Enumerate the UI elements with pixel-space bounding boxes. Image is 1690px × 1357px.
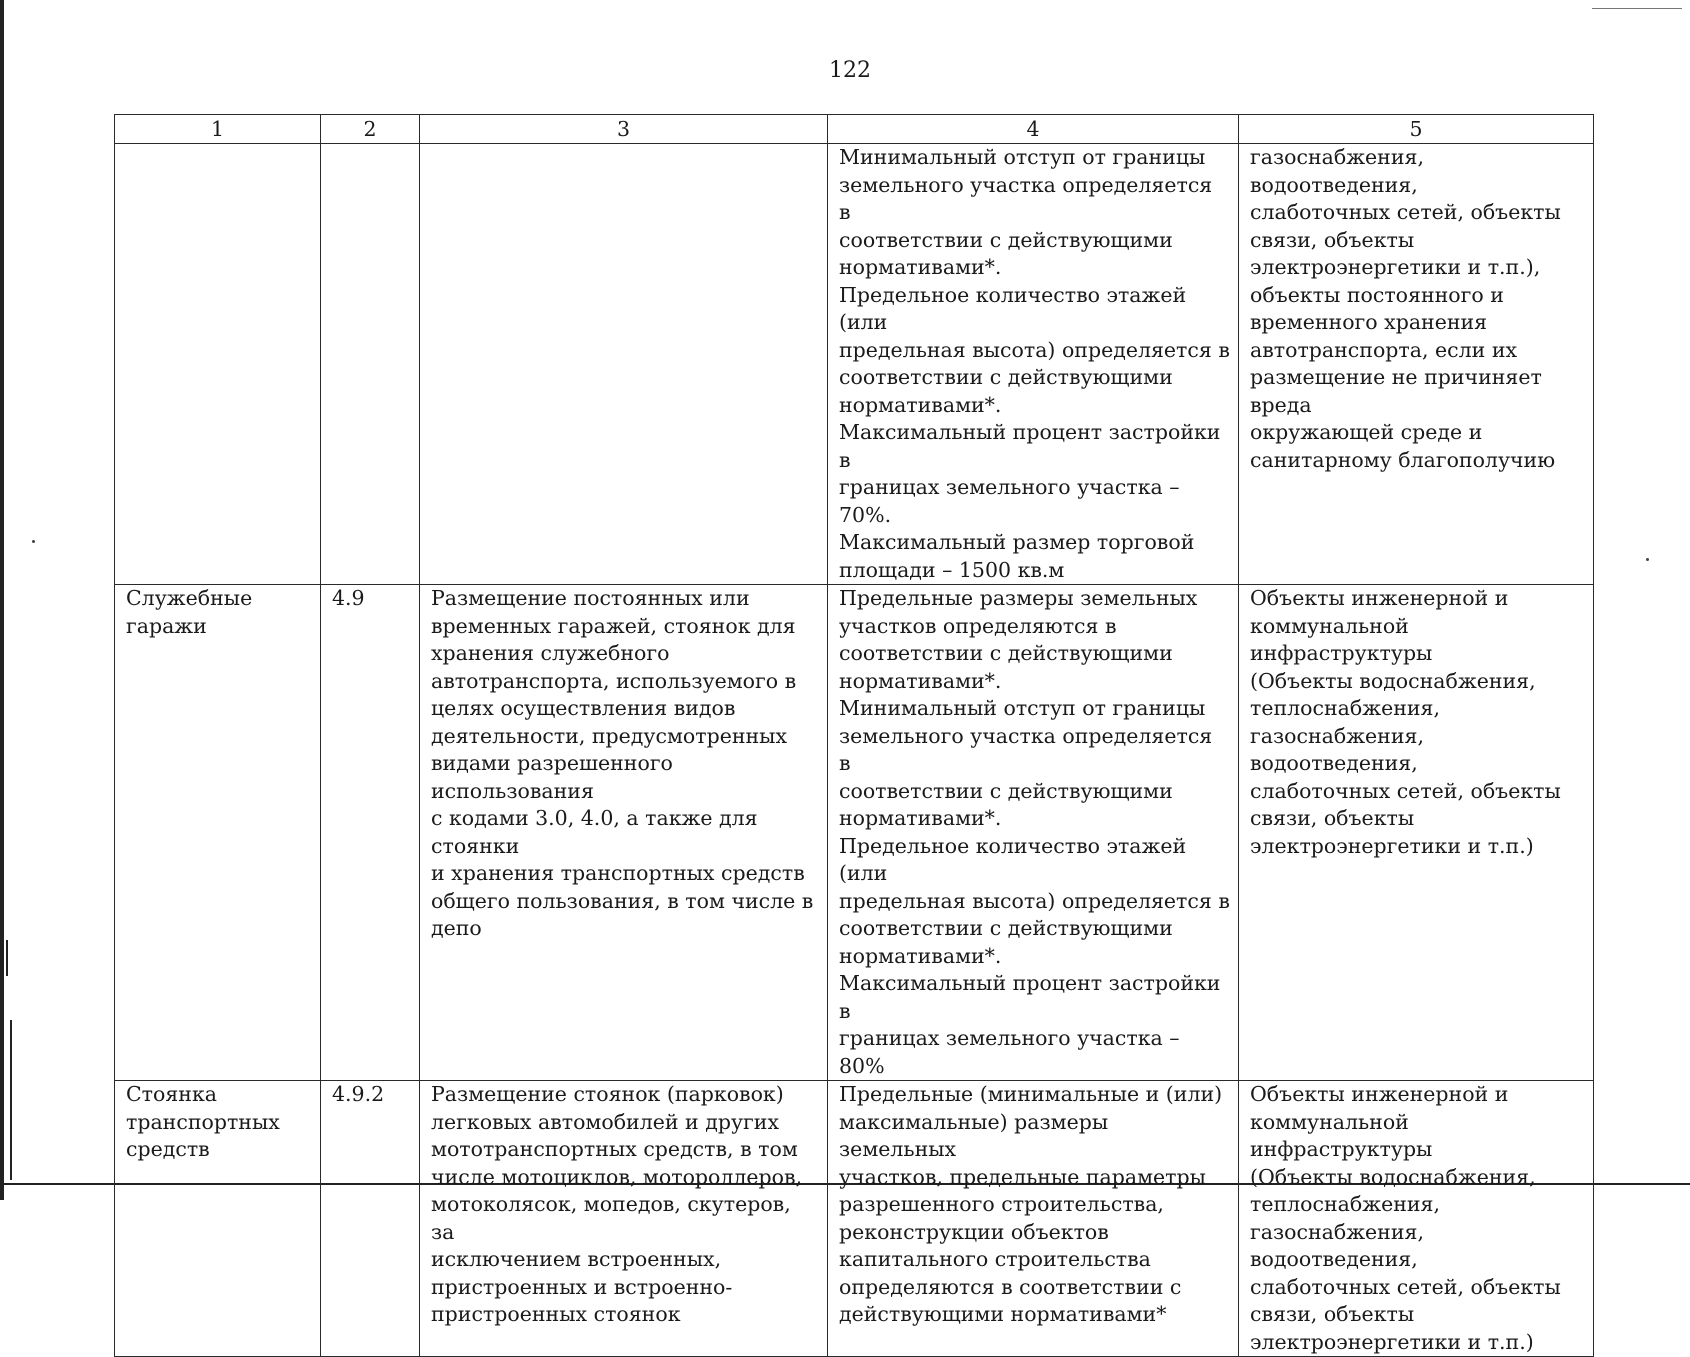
cell-auxiliary-text: Объекты инженерной и коммунальной инфраструктуры (Объекты водоснабжения, теплоснабжения, газоснабжения, водоотведения, слаботочных сетей, объекты связи, объекты электроэнергетики и т.п.) bbox=[1250, 586, 1561, 858]
cell-parameters-text: Предельные (минимальные и (или) максимальные) размеры земельных участков, предельные параметры разрешенного строительства, реконструкции объектов капитального строительства определяются в соответствии с действующими нормативами* bbox=[839, 1082, 1223, 1326]
cell-parameters bbox=[828, 144, 1239, 585]
cell-parameters bbox=[828, 1081, 1239, 1357]
cell-auxiliary bbox=[1239, 144, 1594, 585]
cell-name-text: Стоянка транспортных средств bbox=[126, 1082, 280, 1161]
cell-code bbox=[321, 144, 420, 585]
cell-description bbox=[420, 1081, 828, 1357]
scan-edge-left bbox=[0, 0, 4, 1200]
scan-dot-left bbox=[32, 540, 35, 543]
header-col-4: 4 bbox=[828, 115, 1239, 144]
page-number: 122 bbox=[829, 58, 871, 83]
cell-name bbox=[115, 1081, 321, 1357]
cell-code bbox=[321, 585, 420, 1081]
cell-code-text: 4.9.2 bbox=[332, 1082, 385, 1106]
cell-name bbox=[115, 144, 321, 585]
cell-description bbox=[420, 144, 828, 585]
header-col-1: 1 bbox=[115, 115, 321, 144]
cell-description-text: Размещение постоянных или временных гаражей, стоянок для хранения служебного автотранспорта, используемого в целях осуществления видов деятельности, предусмотренных видами разрешенного использования с кодами 3.0, 4.0, а также для стоянки и хранения транспортных средств общего пользования, в том числе в депо bbox=[431, 586, 814, 940]
scan-mark-left-2 bbox=[10, 1020, 12, 1180]
cell-name-text: Служебные гаражи bbox=[126, 586, 253, 638]
header-col-2: 2 bbox=[321, 115, 420, 144]
cell-auxiliary-text: Объекты инженерной и коммунальной инфраструктуры (Объекты водоснабжения, теплоснабжения, газоснабжения, водоотведения, слаботочных сетей, объекты связи, объекты электроэнергетики и т.п.) bbox=[1250, 1082, 1561, 1354]
cell-code-text: 4.9 bbox=[332, 586, 365, 610]
cell-auxiliary bbox=[1239, 585, 1594, 1081]
header-col-3: 3 bbox=[420, 115, 828, 144]
regulations-table bbox=[114, 114, 1594, 1357]
header-row bbox=[115, 115, 1594, 144]
cell-auxiliary bbox=[1239, 1081, 1594, 1357]
cell-parameters-text: Предельные размеры земельных участков определяются в соответствии с действующими нормативами*. Минимальный отступ от границы земельного участка определяется в соответствии с действующими нормативами*. Предельное количество этажей (или предельная высота) определяется в соответствии с действующими нормативами*. Максимальный процент застройки в границах земельного участка – 80% bbox=[839, 586, 1230, 1078]
scan-edge-top-right bbox=[1592, 8, 1682, 9]
table-row bbox=[115, 144, 1594, 585]
cell-name bbox=[115, 585, 321, 1081]
cell-parameters-text: Минимальный отступ от границы земельного участка определяется в соответствии с действующими нормативами*. Предельное количество этажей (или предельная высота) определяется в соответствии с действующими нормативами*. Максимальный процент застройки в границах земельного участка – 70%. Максимальный размер торговой площади – 1500 кв.м bbox=[839, 145, 1230, 582]
header-col-5: 5 bbox=[1239, 115, 1594, 144]
cell-description bbox=[420, 585, 828, 1081]
scan-mark-left bbox=[6, 940, 8, 976]
cell-code bbox=[321, 1081, 420, 1357]
scan-dot-right bbox=[1646, 558, 1649, 561]
table-row bbox=[115, 1081, 1594, 1357]
cell-auxiliary-text: газоснабжения, водоотведения, слаботочных сетей, объекты связи, объекты электроэнергетики и т.п.), объекты постоянного и временного хранения автотранспорта, если их размещение не причиняет вреда окружающей среде и санитарному благополучию bbox=[1250, 145, 1561, 472]
cell-parameters bbox=[828, 585, 1239, 1081]
table-row bbox=[115, 585, 1594, 1081]
cell-description-text: Размещение стоянок (парковок) легковых автомобилей и других мототранспортных средств, в том числе мотоциклов, мотороллеров, мотоколясок, мопедов, скутеров, за исключением встроенных, пристроенных и встроенно- пристроенных стоянок bbox=[431, 1082, 803, 1326]
